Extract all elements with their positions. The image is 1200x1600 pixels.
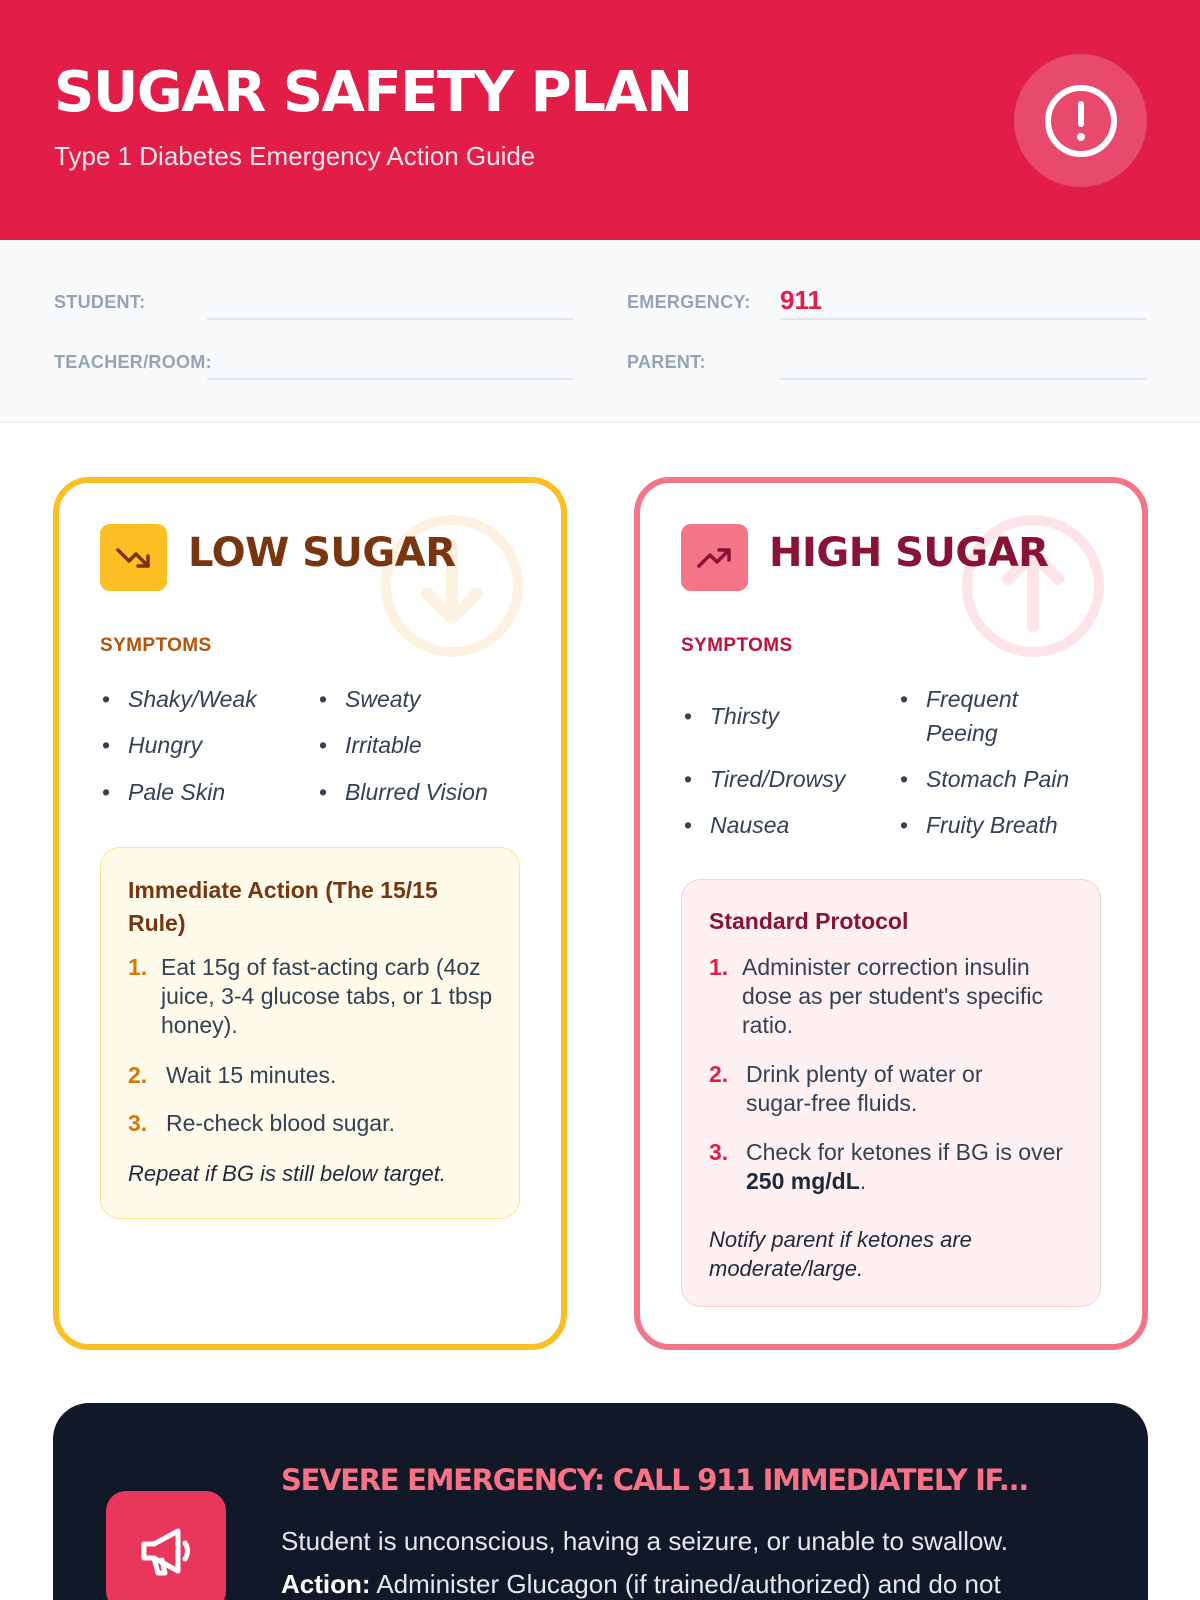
megaphone-icon: [134, 1519, 198, 1583]
symptom-item: • Shaky/Weak: [128, 682, 257, 716]
low-sugar-title: LOW SUGAR: [188, 530, 456, 576]
low-sugar-card: [53, 477, 567, 1350]
symptom-item: • Hungry: [128, 728, 202, 762]
parent-field-line[interactable]: [780, 378, 1147, 380]
student-field-line[interactable]: [207, 318, 573, 320]
high-note: Notify parent if ketones are moderate/large.: [709, 1227, 972, 1281]
symptom-item: • Thirsty: [710, 699, 779, 733]
emergency-text: [281, 1520, 1141, 1600]
student-label: STUDENT:: [54, 292, 146, 312]
low-action-title: Immediate Action (The 15/15 Rule): [128, 877, 438, 936]
step-number: 3.: [709, 1139, 729, 1165]
symptom-item: • Pale Skin: [128, 775, 225, 809]
emergency-title: SEVERE EMERGENCY: CALL 911 IMMEDIATELY IF...: [281, 1463, 1028, 1497]
symptom-item: • Stomach Pain: [926, 762, 1069, 796]
trending-up-icon: [695, 538, 735, 578]
low-sugar-icon-badge: [100, 524, 167, 591]
step-text: Re-check blood sugar.: [166, 1110, 395, 1136]
emergency-label: EMERGENCY:: [627, 292, 751, 312]
teacher-field-line[interactable]: [207, 378, 573, 380]
step-text-bold: 250 mg/dL: [746, 1168, 860, 1194]
page-title: SUGAR SAFETY PLAN: [54, 60, 692, 125]
alert-circle-icon: [1043, 83, 1119, 159]
step-number: 2.: [709, 1061, 729, 1087]
high-symptoms-label: SYMPTOMS: [681, 635, 793, 656]
parent-label: PARENT:: [627, 352, 706, 372]
step-text-part: .: [859, 1168, 867, 1194]
symptom-item: • Blurred Vision: [345, 775, 488, 809]
symptom-item: • Nausea: [710, 808, 789, 842]
high-sugar-title: HIGH SUGAR: [769, 530, 1049, 576]
page-header: [0, 0, 1200, 240]
step-number: 2.: [128, 1062, 148, 1088]
header-badge: [1014, 54, 1147, 187]
symptom-item: • Frequent Peeing: [926, 682, 1076, 750]
emergency-condition: Student is unconscious, having a seizure, or unable to swallow.: [281, 1526, 1008, 1556]
emergency-field-value[interactable]: 911: [780, 285, 822, 315]
emergency-action-text: Administer Glucagon (if trained/authorized) and do not: [370, 1569, 1001, 1599]
high-action-box: [681, 879, 1101, 1307]
step-text: [746, 1138, 1066, 1196]
symptom-item: • Fruity Breath: [926, 808, 1058, 842]
symptom-item: • Sweaty: [345, 682, 420, 716]
step-text: Wait 15 minutes.: [166, 1062, 337, 1088]
emergency-field-line[interactable]: [780, 318, 1147, 320]
low-symptoms-label: SYMPTOMS: [100, 635, 212, 656]
step-number: 1.: [128, 954, 148, 980]
emergency-icon-badge: [106, 1491, 226, 1600]
symptom-item: • Tired/Drowsy: [710, 762, 845, 796]
step-number: 1.: [709, 954, 729, 980]
high-sugar-icon-badge: [681, 524, 748, 591]
symptom-item: • Irritable: [345, 728, 422, 762]
student-info-section: [0, 240, 1200, 423]
high-sugar-card: [634, 477, 1148, 1350]
severe-emergency-panel: [53, 1403, 1148, 1600]
step-text-part: Check for ketones if BG is over: [746, 1139, 1064, 1165]
emergency-action: [281, 1563, 1141, 1600]
step-text: Eat 15g of fast-acting carb (4oz juice, 3-4 glucose tabs, or 1 tbsp honey).: [161, 954, 493, 1038]
page-subtitle: Type 1 Diabetes Emergency Action Guide: [54, 141, 536, 171]
low-action-box: [100, 847, 520, 1219]
emergency-action-label: Action:: [281, 1569, 371, 1599]
teacher-label: TEACHER/ROOM:: [54, 352, 212, 372]
step-text: Drink plenty of water or sugar-free fluids.: [746, 1061, 983, 1116]
trending-down-icon: [114, 538, 154, 578]
low-note: Repeat if BG is still below target.: [128, 1161, 446, 1186]
step-text: Administer correction insulin dose as per student's specific ratio.: [742, 954, 1043, 1038]
step-number: 3.: [128, 1110, 148, 1136]
high-action-title: Standard Protocol: [709, 908, 909, 934]
